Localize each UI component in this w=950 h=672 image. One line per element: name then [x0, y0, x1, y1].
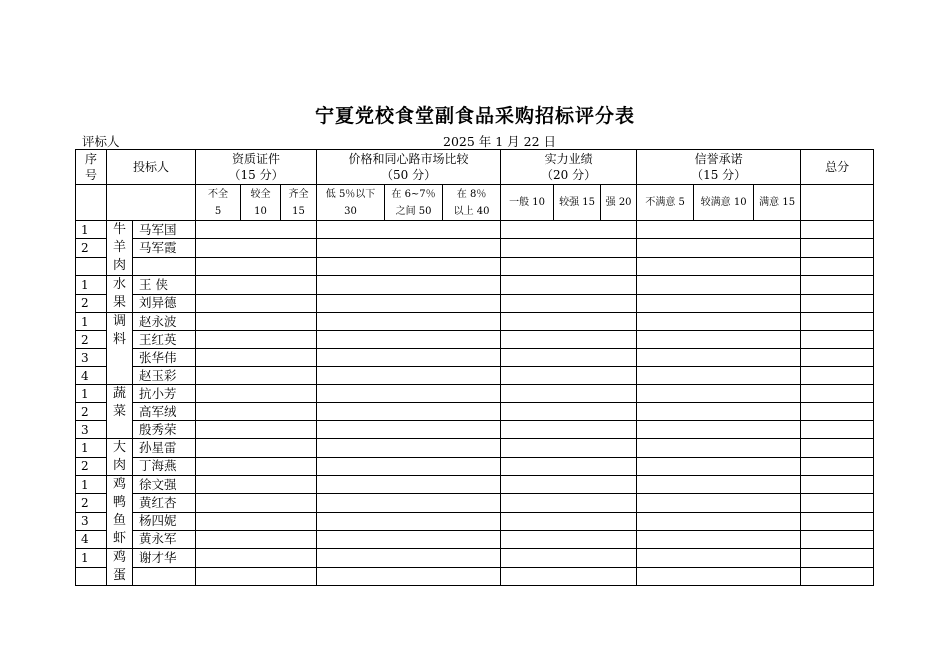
category-cell [107, 439, 133, 476]
score-cell[interactable] [501, 276, 637, 295]
score-cell[interactable] [637, 494, 801, 512]
strength-option: 一般 10 [501, 185, 554, 221]
score-cell[interactable] [801, 439, 874, 458]
category-char: 鸡 [112, 477, 126, 492]
score-cell[interactable] [801, 349, 874, 367]
bidder-name: 赵玉彩 [133, 367, 196, 385]
score-cell[interactable] [317, 421, 501, 439]
score-cell[interactable] [501, 512, 637, 530]
bidder-name [133, 257, 196, 275]
score-cell[interactable] [501, 313, 637, 331]
price-title: 价格和同心路市场比较 [348, 152, 469, 166]
score-cell[interactable] [501, 439, 637, 458]
bidder-name: 赵永波 [133, 313, 196, 331]
row-number: 4 [76, 530, 107, 548]
category-char: 肉 [112, 458, 126, 473]
score-cell[interactable] [637, 512, 801, 530]
score-cell[interactable] [801, 567, 874, 586]
score-cell[interactable] [501, 294, 637, 313]
score-cell[interactable] [501, 530, 637, 548]
qual-option-label: 较全 [250, 188, 271, 200]
score-cell[interactable] [317, 549, 501, 568]
row-number: 2 [76, 403, 107, 421]
scoring-table [75, 149, 874, 586]
score-cell[interactable] [317, 349, 501, 367]
table-row [76, 421, 874, 439]
score-cell[interactable] [196, 239, 317, 257]
score-cell[interactable] [637, 421, 801, 439]
bidder-name: 徐文强 [133, 476, 196, 494]
qual-option [196, 185, 241, 221]
score-cell[interactable] [501, 349, 637, 367]
score-cell[interactable] [196, 367, 317, 385]
table-row [76, 276, 874, 295]
table-row [76, 494, 874, 512]
score-cell[interactable] [637, 403, 801, 421]
score-cell[interactable] [317, 257, 501, 275]
score-cell[interactable] [801, 385, 874, 403]
credit-points: （15 分） [691, 168, 747, 182]
category-char: 果 [112, 295, 126, 310]
price-option [317, 185, 385, 221]
row-number: 1 [76, 385, 107, 403]
header-row [76, 150, 874, 185]
bidder-name: 黄永军 [133, 530, 196, 548]
category-char: 料 [112, 332, 126, 347]
category-char: 肉 [112, 258, 126, 273]
score-cell[interactable] [196, 331, 317, 349]
row-number: 2 [76, 494, 107, 512]
qual-option-score: 10 [254, 205, 267, 217]
bidder-name: 王 侠 [133, 276, 196, 295]
category-char: 牛 [112, 222, 126, 237]
category-char: 水 [112, 277, 126, 292]
score-cell[interactable] [637, 385, 801, 403]
score-cell[interactable] [801, 276, 874, 295]
category-char: 鱼 [112, 513, 126, 528]
score-cell[interactable] [317, 457, 501, 476]
score-cell[interactable] [801, 512, 874, 530]
qual-option-score: 15 [292, 205, 305, 217]
row-number: 3 [76, 421, 107, 439]
table-row [76, 530, 874, 548]
row-number [76, 257, 107, 275]
bidder-name: 王红英 [133, 331, 196, 349]
strength-points: （20 分） [541, 168, 597, 182]
table-row [76, 403, 874, 421]
category-char: 蔬 [112, 386, 126, 401]
score-cell[interactable] [196, 530, 317, 548]
score-cell[interactable] [317, 494, 501, 512]
row-number: 1 [76, 476, 107, 494]
score-cell[interactable] [317, 476, 501, 494]
score-cell[interactable] [317, 331, 501, 349]
category-char: 鸡 [112, 550, 126, 565]
score-cell[interactable] [801, 331, 874, 349]
credit-option: 不满意 5 [637, 185, 694, 221]
score-cell[interactable] [317, 276, 501, 295]
score-cell[interactable] [501, 476, 637, 494]
score-cell[interactable] [637, 530, 801, 548]
score-cell[interactable] [801, 294, 874, 313]
category-char: 调 [112, 314, 126, 329]
bidder-name: 高军绒 [133, 403, 196, 421]
page-title: 宁夏党校食堂副食品采购招标评分表 [314, 105, 635, 127]
table-row [76, 567, 874, 586]
table-row [76, 257, 874, 275]
price-option-label: 在 8％ [456, 188, 487, 200]
price-option-score: 30 [344, 205, 357, 217]
strength-title: 实力业绩 [544, 152, 593, 166]
table-row [76, 439, 874, 458]
score-cell[interactable] [196, 276, 317, 295]
score-cell[interactable] [801, 549, 874, 568]
row-number: 1 [76, 549, 107, 568]
category-cell [107, 476, 133, 549]
table-row [76, 239, 874, 257]
bidder-name: 丁海燕 [133, 457, 196, 476]
row-number: 3 [76, 512, 107, 530]
row-number: 1 [76, 221, 107, 239]
score-cell[interactable] [801, 421, 874, 439]
row-number: 2 [76, 331, 107, 349]
table-row [76, 385, 874, 403]
score-cell[interactable] [196, 457, 317, 476]
score-cell[interactable] [196, 294, 317, 313]
bidder-name: 马军国 [133, 221, 196, 239]
score-cell[interactable] [196, 313, 317, 331]
score-cell[interactable] [317, 367, 501, 385]
qualification-header [196, 150, 317, 185]
category-char: 菜 [112, 404, 126, 419]
score-cell[interactable] [317, 530, 501, 548]
score-cell[interactable] [317, 313, 501, 331]
category-cell [107, 385, 133, 439]
score-cell[interactable] [196, 494, 317, 512]
bidder-name: 张华伟 [133, 349, 196, 367]
evaluator-label: 评标人 [82, 134, 120, 149]
score-cell[interactable] [317, 439, 501, 458]
score-cell[interactable] [317, 221, 501, 239]
table-row [76, 331, 874, 349]
score-cell[interactable] [801, 530, 874, 548]
score-cell[interactable] [637, 476, 801, 494]
qual-option-label: 齐全 [288, 188, 309, 200]
score-cell[interactable] [637, 221, 801, 239]
score-cell[interactable] [801, 221, 874, 239]
seq-header-label: 序号 [84, 152, 97, 182]
credit-header [637, 150, 801, 185]
score-cell[interactable] [317, 385, 501, 403]
score-cell[interactable] [196, 385, 317, 403]
price-option-score: 以上 40 [453, 205, 490, 217]
subheader-blank [107, 185, 196, 221]
score-cell[interactable] [317, 239, 501, 257]
score-cell[interactable] [196, 567, 317, 586]
row-number: 2 [76, 294, 107, 313]
score-cell[interactable] [501, 494, 637, 512]
qual-option-score: 5 [214, 205, 222, 217]
table-row [76, 294, 874, 313]
score-cell[interactable] [637, 549, 801, 568]
score-cell[interactable] [801, 494, 874, 512]
seq-header [76, 150, 107, 185]
bidder-header: 投标人 [107, 150, 196, 185]
row-number [76, 567, 107, 586]
qual-option [241, 185, 281, 221]
price-option-label: 在 6~7％ [391, 188, 436, 200]
row-number: 1 [76, 313, 107, 331]
qual-option [281, 185, 317, 221]
row-number: 4 [76, 367, 107, 385]
score-cell[interactable] [501, 221, 637, 239]
bidder-name: 刘异德 [133, 294, 196, 313]
category-cell [107, 313, 133, 385]
category-char: 羊 [112, 240, 126, 255]
strength-option: 强 20 [601, 185, 637, 221]
score-cell[interactable] [317, 294, 501, 313]
category-char: 大 [112, 440, 126, 455]
score-cell[interactable] [196, 476, 317, 494]
category-char: 鸭 [112, 495, 126, 510]
score-cell[interactable] [637, 439, 801, 458]
score-cell[interactable] [501, 421, 637, 439]
strength-option: 较强 15 [554, 185, 601, 221]
score-cell[interactable] [637, 239, 801, 257]
score-cell[interactable] [196, 257, 317, 275]
category-char: 虾 [112, 531, 126, 546]
bidder-name [133, 567, 196, 586]
table-row [76, 313, 874, 331]
score-cell[interactable] [501, 331, 637, 349]
score-cell[interactable] [501, 367, 637, 385]
date-text: 2025 年 1 月 22 日 [443, 134, 557, 149]
score-cell[interactable] [501, 239, 637, 257]
category-cell [107, 549, 133, 586]
score-cell[interactable] [501, 567, 637, 586]
qual-option-label: 不全 [208, 188, 229, 200]
category-cell [107, 276, 133, 313]
score-cell[interactable] [637, 331, 801, 349]
price-option [385, 185, 443, 221]
table-row [76, 549, 874, 568]
score-cell[interactable] [501, 385, 637, 403]
row-number: 2 [76, 457, 107, 476]
score-cell[interactable] [637, 567, 801, 586]
bidder-name: 马军霞 [133, 239, 196, 257]
score-cell[interactable] [637, 313, 801, 331]
category-cell [107, 221, 133, 276]
score-cell[interactable] [637, 257, 801, 275]
price-option-score: 之间 50 [395, 205, 432, 217]
table-row [76, 476, 874, 494]
qualification-title: 资质证件 [232, 152, 281, 166]
score-cell[interactable] [637, 276, 801, 295]
bidder-name: 孙星雷 [133, 439, 196, 458]
score-cell[interactable] [501, 457, 637, 476]
category-char: 蛋 [112, 568, 126, 583]
score-cell[interactable] [317, 403, 501, 421]
bidder-name: 抗小芳 [133, 385, 196, 403]
score-cell[interactable] [801, 457, 874, 476]
score-cell[interactable] [501, 549, 637, 568]
credit-title: 信誉承诺 [694, 152, 743, 166]
table-row [76, 512, 874, 530]
score-cell[interactable] [501, 403, 637, 421]
table-row [76, 457, 874, 476]
score-cell[interactable] [801, 367, 874, 385]
price-option-label: 低 5％以下 [325, 188, 376, 200]
price-option [443, 185, 501, 221]
table-row [76, 221, 874, 239]
score-cell[interactable] [196, 512, 317, 530]
table-row [76, 349, 874, 367]
price-header [317, 150, 501, 185]
score-cell[interactable] [501, 257, 637, 275]
total-header: 总分 [801, 150, 874, 185]
score-cell[interactable] [317, 567, 501, 586]
credit-option: 满意 15 [754, 185, 801, 221]
row-number: 2 [76, 239, 107, 257]
row-number: 1 [76, 276, 107, 295]
score-cell[interactable] [196, 349, 317, 367]
score-cell[interactable] [637, 294, 801, 313]
score-cell[interactable] [801, 257, 874, 275]
score-cell[interactable] [637, 457, 801, 476]
score-cell[interactable] [801, 313, 874, 331]
bidder-name: 黄红杏 [133, 494, 196, 512]
score-cell[interactable] [196, 549, 317, 568]
bidder-name: 谢才华 [133, 549, 196, 568]
subheader-blank [76, 185, 107, 221]
bidder-name: 殷秀荣 [133, 421, 196, 439]
score-cell[interactable] [801, 403, 874, 421]
table-row [76, 367, 874, 385]
strength-header [501, 150, 637, 185]
score-cell[interactable] [196, 221, 317, 239]
row-number: 3 [76, 349, 107, 367]
score-cell[interactable] [317, 512, 501, 530]
subheader-row [76, 185, 874, 221]
score-cell[interactable] [196, 421, 317, 439]
score-cell[interactable] [801, 476, 874, 494]
bidder-name: 杨四妮 [133, 512, 196, 530]
score-cell[interactable] [196, 403, 317, 421]
score-cell[interactable] [196, 439, 317, 458]
score-cell[interactable] [801, 239, 874, 257]
price-points: （50 分） [381, 168, 437, 182]
score-cell[interactable] [637, 349, 801, 367]
subheader-blank [801, 185, 874, 221]
qualification-points: （15 分） [228, 168, 284, 182]
score-cell[interactable] [637, 367, 801, 385]
row-number: 1 [76, 439, 107, 458]
credit-option: 较满意 10 [694, 185, 754, 221]
